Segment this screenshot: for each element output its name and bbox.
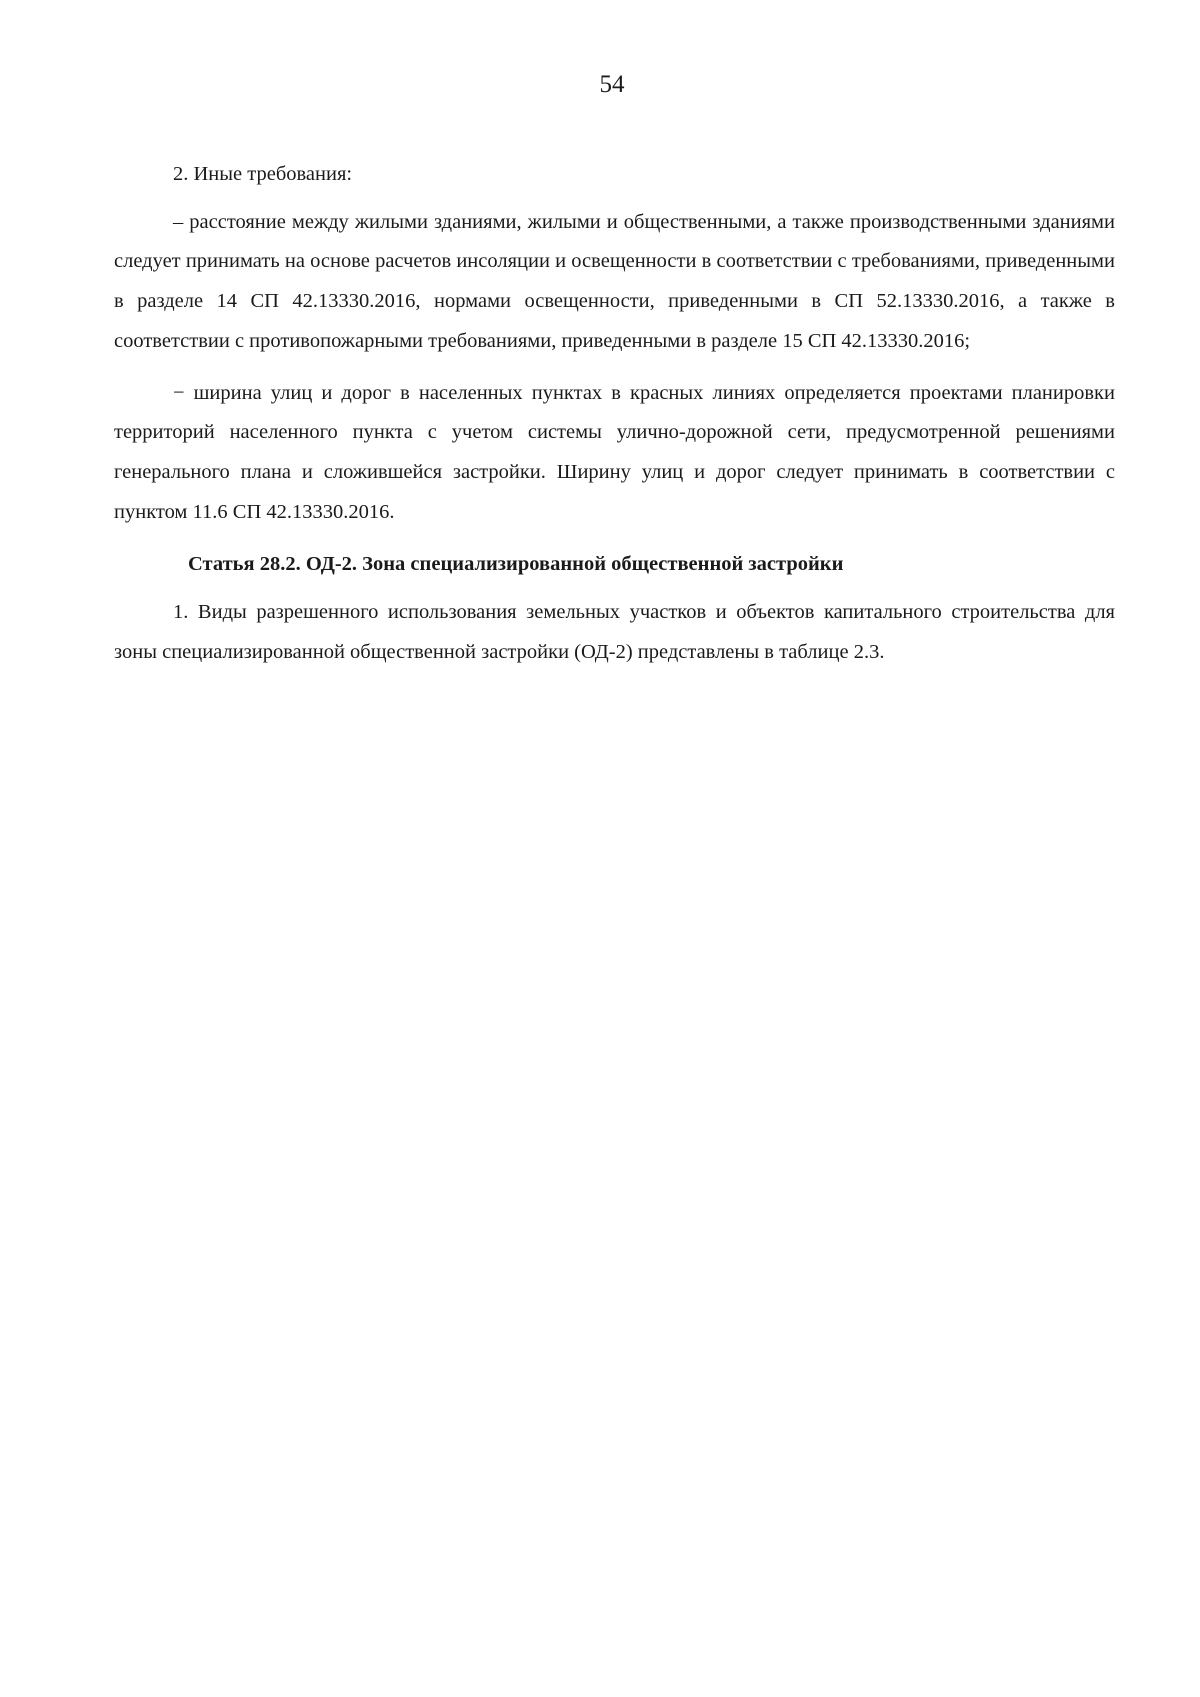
page-number: 54 <box>599 71 625 98</box>
page-content <box>114 155 1115 672</box>
requirement-item-street-width: − ширина улиц и дорог в населенных пунктах в красных линиях определяется проектами планировки территорий населенного пункта с учетом системы улично-дорожной сети, предусмотренной решениями генерального плана и сложившейся застройки. Ширину улиц и дорог следует принимать в соответствии с пунктом 11.6 СП 42.13330.2016. <box>114 381 1115 523</box>
article-heading: Статья 28.2. ОД-2. Зона специализированной общественной застройки <box>188 553 844 576</box>
article-paragraph: 1. Виды разрешенного использования земельных участков и объектов капитального строительства для зоны специализированной общественной застройки (ОД-2) представлены в таблице 2.3. <box>114 601 1115 663</box>
section-title: 2. Иные требования: <box>173 163 353 185</box>
requirement-item-distance: – расстояние между жилыми зданиями, жилыми и общественными, а также производственными зданиями следует принимать на основе расчетов инсоляции и освещенности в соответствии с требованиями, приведенными в разделе 14 СП 42.13330.2016, нормами освещенности, приведенными в СП 52.13330.2016, а также в соответствии с противопожарными требованиями, приведенными в разделе 15 СП 42.13330.2016; <box>114 210 1115 352</box>
